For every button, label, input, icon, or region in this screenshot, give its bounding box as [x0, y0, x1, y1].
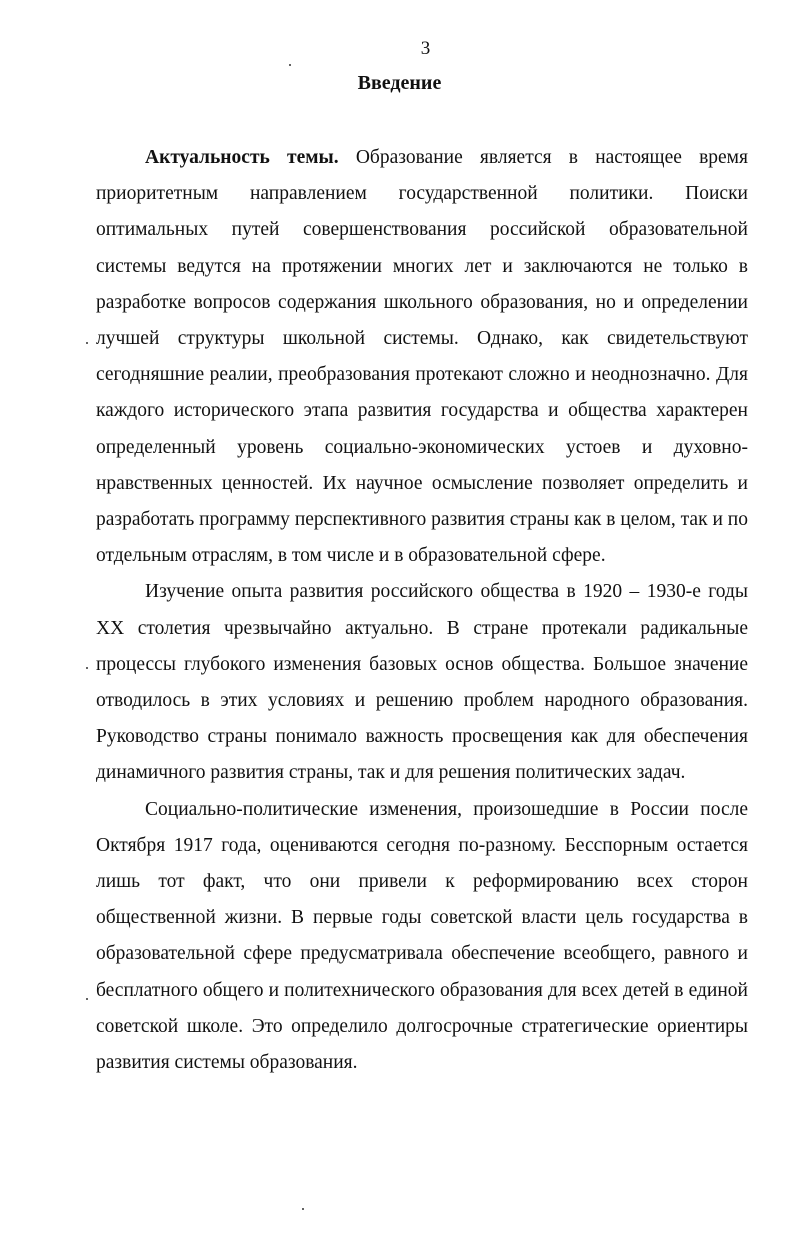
- scan-speck: [86, 342, 88, 344]
- page-number: 3: [420, 38, 431, 59]
- paragraph-text: Изучение опыта развития российского общества в 1920 – 1930-е годы XX столетия чрезвычайно актуально. В стране протекали радикальные процессы глубокого изменения базовых основ общества. Большое значение отводилось в этих условиях и решению проблем народного образования. Руководство страны понимало важность просвещения как для обеспечения динамичного развития страны, так и для решения политических задач.: [96, 581, 748, 784]
- scan-speck: [302, 1208, 304, 1210]
- page-title: Введение: [357, 72, 442, 94]
- paragraph-text: Образование является в настоящее время приоритетным направлением государственной политики. Поиски оптимальных путей совершенствования российской образовательной системы ведутся на протяжении многих лет и заключаются не только в разработке вопросов содержания школьного образования, но и определении лучшей структуры школьной системы. Однако, как свидетельствуют сегодняшние реалии, преобразования протекают сложно и неоднозначно. Для каждого исторического этапа развития государства и общества характерен определенный уровень социально-экономических устоев и духовно-нравственных ценностей. Их научное осмысление позволяет определить и разработать программу перспективного развития страны как в целом, так и по отдельным отраслям, в том числе и в образовательной сфере.: [96, 147, 748, 567]
- scan-speck: [289, 64, 291, 66]
- scan-speck: [86, 667, 88, 669]
- paragraph-lead: Актуальность темы.: [145, 147, 339, 168]
- scan-speck: [86, 998, 88, 1000]
- document-body: [96, 140, 748, 1081]
- paragraph-changes: [96, 792, 748, 1082]
- paragraph-history: [96, 574, 748, 791]
- paragraph-relevance: [96, 140, 748, 574]
- paragraph-text: Социально-политические изменения, произошедшие в России после Октября 1917 года, оцениваются сегодня по-разному. Бесспорным остается лишь тот факт, что они привели к реформированию всех сторон общественной жизни. В первые годы советской власти цель государства в образовательной сфере предусматривала обеспечение всеобщего, равного и бесплатного общего и политехнического образования для всех детей в единой советской школе. Это определило долгосрочные стратегические ориентиры развития системы образования.: [96, 798, 748, 1074]
